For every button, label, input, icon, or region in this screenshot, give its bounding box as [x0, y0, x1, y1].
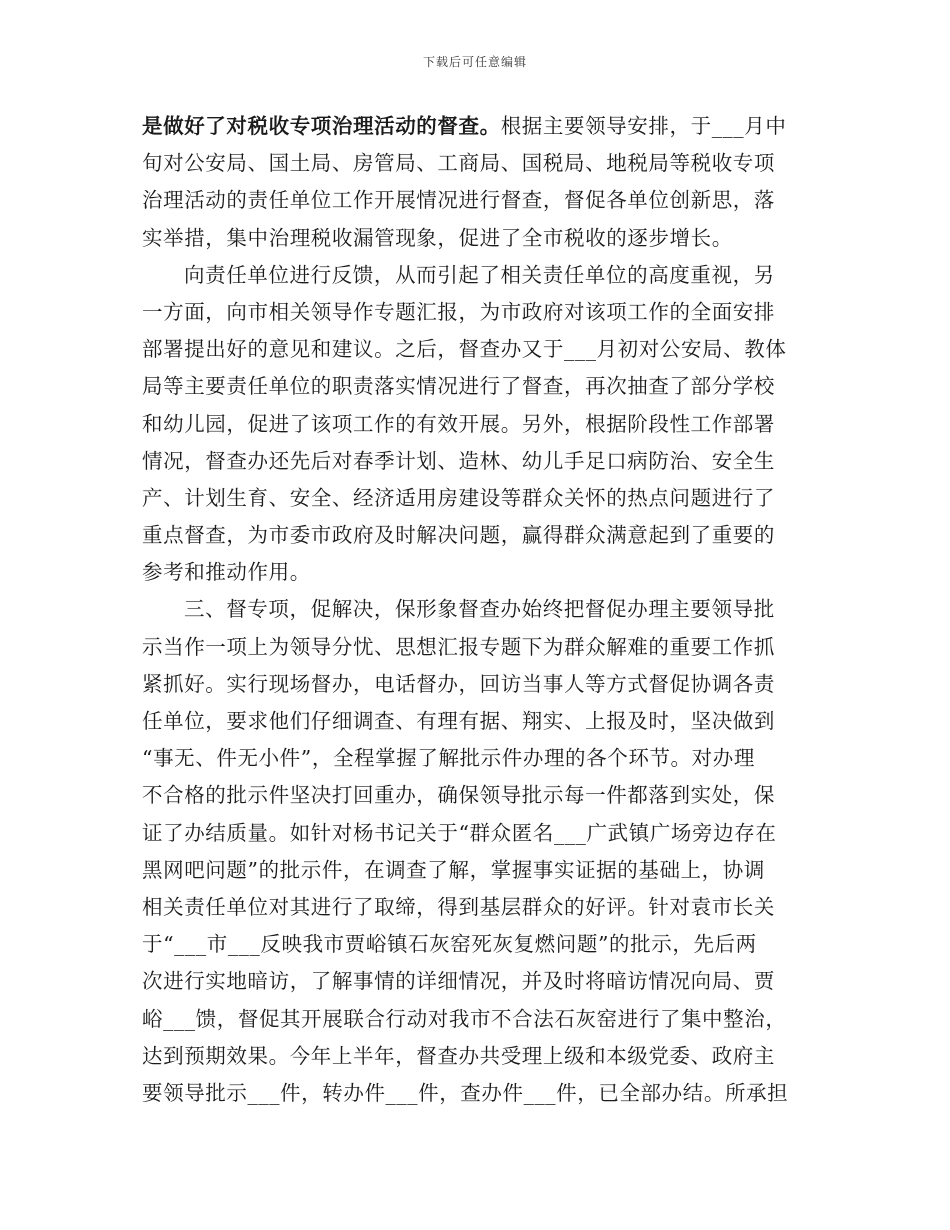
text-line: 紧抓好。实行现场督办，电话督办，回访当事人等方式督促协调各责 [142, 671, 775, 696]
text-line: 峪___馈，督促其开展联合行动对我市不合法石灰窑进行了集中整治， [142, 1006, 787, 1031]
text-line: 一方面，向市相关领导作专题汇报，为市政府对该项工作的全面安排 [142, 299, 775, 324]
text-line: 治理活动的责任单位工作开展情况进行督查，督促各单位创新思，落 [142, 188, 775, 213]
text-line: 局等主要责任单位的职责落实情况进行了督查，再次抽查了部分学校 [142, 374, 775, 399]
page-header: 下载后可任意编辑 [422, 55, 527, 69]
text-line: 重点督查，为市委市政府及时解决问题，赢得群众满意起到了重要的 [142, 523, 775, 548]
text-line: 相关责任单位对其进行了取缔，得到基层群众的好评。针对袁市长关 [142, 894, 775, 919]
text-line: 于“___市___反映我市贾峪镇石灰窑死灰复燃问题”的批示，先后两 [142, 932, 757, 957]
text-line: 参考和推动作用。 [142, 560, 311, 585]
line-text: 根据主要领导安排，于___月中 [500, 114, 787, 138]
text-line: 示当作一项上为领导分忧、思想汇报专题下为群众解难的重要工作抓 [142, 634, 775, 659]
paragraph [142, 591, 810, 1112]
text-line: 任单位，要求他们仔细调查、有理有据、翔实、上报及时，坚决做到 [142, 709, 775, 733]
text-line: 证了办结质量。如针对杨书记关于“群众匿名___广武镇广场旁边存在 [142, 820, 777, 845]
text-line: 黑网吧问题”的批示件，在调查了解，掌握事实证据的基础上，协调 [142, 857, 765, 882]
text-line: 产、计划生育、安全、经济适用房建设等群众关怀的热点问题进行了 [142, 485, 775, 510]
text-line: 达到预期效果。今年上半年，督查办共受理上级和本级党委、政府主 [142, 1043, 775, 1068]
text-line: “事无、件无小件”，全程掌握了解批示件办理的各个环节。对办理 [142, 746, 755, 771]
text-line: 不合格的批示件坚决打回重办，确保领导批示每一件都落到实处，保 [142, 783, 775, 808]
paragraph [142, 108, 810, 257]
paragraph [142, 257, 810, 592]
document-body [142, 108, 810, 1112]
text-line [142, 108, 810, 145]
bold-heading: 是做好了对税收专项治理活动的督查。 [142, 114, 501, 138]
text-line: 次进行实地暗访，了解事情的详细情况，并及时将暗访情况向局、贾 [142, 969, 775, 994]
text-line: 三、督专项，促解决，保形象督查办始终把督促办理主要领导批 [184, 597, 775, 622]
text-line: 情况，督查办还先后对春季计划、造林、幼儿手足口病防治、安全生 [142, 448, 775, 473]
text-line: 向责任单位进行反馈，从而引起了相关责任单位的高度重视，另 [184, 262, 775, 287]
text-line: 实举措，集中治理税收漏管现象，促进了全市税收的逐步增长。 [142, 225, 733, 250]
text-line: 和幼儿园，促进了该项工作的有效开展。另外，根据阶段性工作部署 [142, 411, 775, 436]
text-line: 旬对公安局、国土局、房管局、工商局、国税局、地税局等税收专项 [142, 151, 775, 176]
text-line: 部署提出好的意见和建议。之后，督查办又于___月初对公安局、教体 [142, 337, 787, 362]
text-line: 要领导批示___件，转办件___件，查办件___件，已全部办结。所承担 [142, 1080, 789, 1105]
